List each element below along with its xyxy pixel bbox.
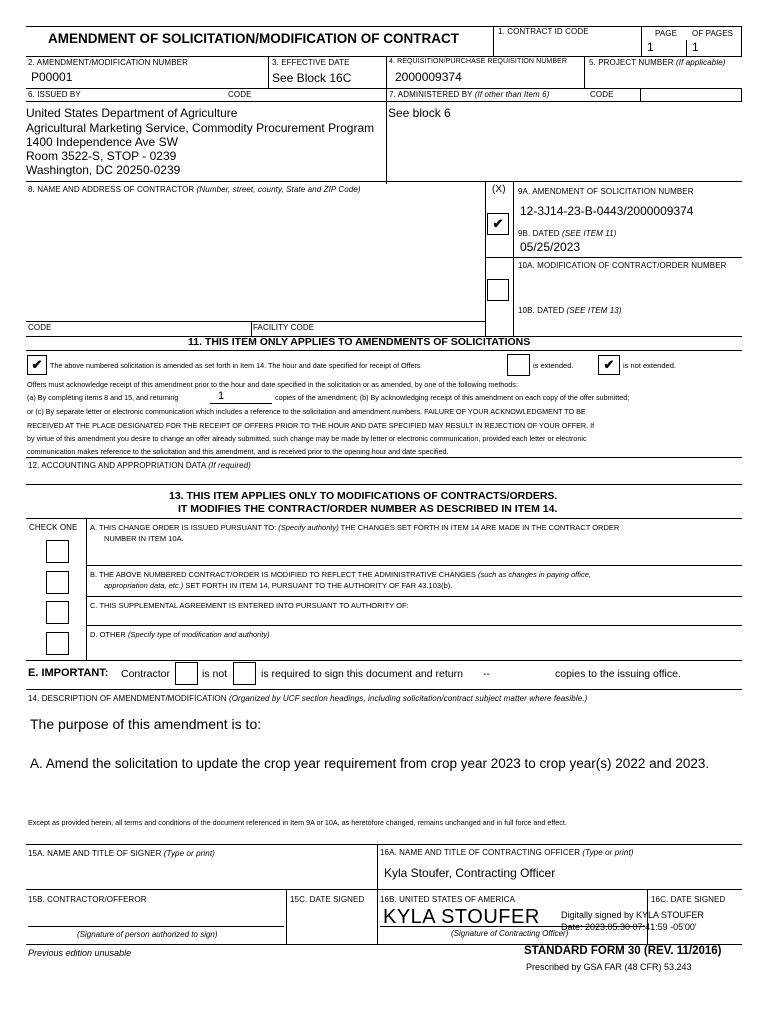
sec13-d-checkbox[interactable]	[46, 632, 69, 655]
is-required-checkbox[interactable]	[233, 662, 256, 685]
amendment-9a-checkbox[interactable]: ✔	[487, 213, 509, 235]
issued-by-line-2: Agricultural Marketing Service, Commodity Procurement Program	[26, 121, 375, 135]
not-extended-checkbox[interactable]: ✔	[598, 355, 620, 375]
signature-officer-caption: (Signature of Contracting Officer)	[451, 929, 569, 938]
sec13-b-text-1: B. THE ABOVE NUMBERED CONTRACT/ORDER IS MODIFIED TO REFLECT THE ADMINISTRATIVE CHANGES (such as changes in paying office,	[90, 570, 591, 579]
section-13-heading-1: 13. THIS ITEM APPLIES ONLY TO MODIFICATIONS OF CONTRACTS/ORDERS.	[169, 490, 558, 502]
sec13-b-checkbox[interactable]	[46, 571, 69, 594]
page-label: PAGE	[655, 29, 678, 38]
issued-by-label: 6. ISSUED BY	[28, 90, 81, 99]
form-title: AMENDMENT OF SOLICITATION/MODIFICATION OF CONTRACT	[48, 31, 459, 46]
amendment-item-a: A. Amend the solicitation to update the crop year requirement from crop year 2023 to crop year(s) 2022 and 2023.	[30, 756, 710, 771]
sec11-line-2: Offers must acknowledge receipt of this amendment prior to the hour and date specified in the solicitation or as amended, by one of the following methods:	[27, 380, 518, 389]
signer-name-label: 15A. NAME AND TITLE OF SIGNER (Type or print)	[28, 849, 215, 858]
issued-by-line-1: United States Department of Agriculture	[26, 106, 238, 120]
not-extended-label: is not extended.	[623, 361, 676, 370]
issued-by-line-3: 1400 Independence Ave SW	[26, 135, 178, 149]
contractor-date-label: 15C. DATE SIGNED	[290, 895, 365, 904]
dated-10b-label: 10B. DATED (SEE ITEM 13)	[518, 306, 622, 315]
extended-checkbox[interactable]	[507, 354, 530, 376]
project-number-label: 5. PROJECT NUMBER (If applicable)	[589, 58, 726, 67]
is-required-label: is required to sign this document and return	[261, 668, 463, 680]
sec11-line-5: RECEIVED AT THE PLACE DESIGNATED FOR THE RECEIPT OF OFFERS PRIOR TO THE HOUR AND DATE SPECIFIED MAY RESULT IN REJECTION OF YOUR OFFER. If	[27, 421, 595, 430]
sec13-c-checkbox[interactable]	[46, 601, 69, 624]
digital-signature-line-2: Date: 2023.05.30 07:41:59 -05'00'	[561, 922, 697, 932]
section-14-label: 14. DESCRIPTION OF AMENDMENT/MODIFICATION (Organized by UCF section headings, including solicitation/contract subject matter where feasible.)	[28, 694, 588, 703]
standard-form-label: STANDARD FORM 30 (REV. 11/2016)	[524, 945, 722, 957]
signature-person-caption: (Signature of person authorized to sign)	[77, 930, 218, 939]
digital-signature-name: KYLA STOUFER	[383, 906, 540, 928]
modification-10a-checkbox[interactable]	[487, 279, 509, 301]
previous-edition-note: Previous edition unusable	[28, 948, 132, 958]
amendment-purpose: The purpose of this amendment is to:	[30, 716, 262, 732]
contractor-label: Contractor	[121, 668, 171, 680]
administered-by-value: See block 6	[388, 106, 451, 120]
effective-date-value: See Block 16C	[272, 71, 352, 85]
copies-label: copies to the issuing office.	[555, 668, 681, 680]
usa-label: 16B. UNITED STATES OF AMERICA	[380, 895, 516, 904]
sec13-b-text-2: appropriation data, etc.) SET FORTH IN ITEM 14, PURSUANT TO THE AUTHORITY OF FAR 43.103(b).	[104, 581, 453, 590]
copies-value: 1	[218, 390, 225, 402]
requisition-label: 4. REQUISITION/PURCHASE REQUISITION NUMBER	[389, 58, 568, 65]
facility-code-label: FACILITY CODE	[253, 323, 315, 332]
sec11-line-6: by virtue of this amendment you desire to change an offer already submitted, such change may be made by letter or electronic communication, provided each letter or electronic	[27, 434, 587, 443]
section-12-label: 12. ACCOUNTING AND APPROPRIATION DATA (If required)	[28, 461, 251, 470]
code-label: CODE	[28, 323, 52, 332]
requisition-value: 2000009374	[395, 70, 462, 84]
is-not-checkbox[interactable]	[175, 662, 198, 685]
sec11-line-4: or (c) By separate letter or electronic communication which includes a reference to the solicitation and amendment numbers. FAILURE OF YOUR ACKNOWLEDGMENT TO BE	[27, 407, 586, 416]
effective-date-label: 3. EFFECTIVE DATE	[272, 58, 350, 67]
of-pages-value: 1	[692, 40, 699, 54]
contract-id-label: 1. CONTRACT ID CODE	[498, 27, 589, 36]
page-value: 1	[647, 40, 654, 54]
dated-9b-value: 05/25/2023	[520, 240, 581, 254]
copies-count: --	[483, 668, 490, 680]
check-one-label: CHECK ONE	[29, 523, 78, 532]
sec13-a-checkbox[interactable]	[46, 540, 69, 563]
officer-name-label: 16A. NAME AND TITLE OF CONTRACTING OFFICER (Type or print)	[380, 848, 634, 857]
sec11-line-7: communication makes reference to the solicitation and this amendment, and is received prior to the opening hour and date specified.	[27, 447, 449, 456]
sec13-d-text: D. OTHER (Specify type of modification and authority)	[90, 630, 270, 639]
issued-by-line-5: Washington, DC 20250-0239	[26, 163, 181, 177]
important-label: E. IMPORTANT:	[28, 667, 109, 679]
sec13-a-text-1: A. THIS CHANGE ORDER IS ISSUED PURSUANT TO: (Specify authority) THE CHANGES SET FORTH IN ITEM 14 ARE MADE IN THE CONTRACT ORDER	[90, 523, 620, 532]
amendment-9a-value: 12-3J14-23-B-0443/2000009374	[520, 204, 694, 218]
digital-signature-line-1: Digitally signed by KYLA STOUFER	[561, 910, 704, 920]
x-column-label: (X)	[492, 184, 506, 195]
officer-name-value: Kyla Stoufer, Contracting Officer	[384, 866, 556, 880]
of-pages-label: OF PAGES	[692, 29, 734, 38]
sec13-c-text: C. THIS SUPPLEMENTAL AGREEMENT IS ENTERED INTO PURSUANT TO AUTHORITY OF:	[90, 601, 409, 610]
sec11-line-3a: (a) By completing items 8 and 15, and returning	[27, 393, 179, 402]
amendment-9a-label: 9A. AMENDMENT OF SOLICITATION NUMBER	[518, 187, 694, 196]
issued-by-line-4: Room 3522-S, STOP - 0239	[26, 149, 177, 163]
sec11-line-3b: copies of the amendment; (b) By acknowledging receipt of this amendment on each copy of the offer submitted;	[275, 393, 630, 402]
administered-by-label: 7. ADMINISTERED BY (If other than Item 6)	[389, 90, 550, 99]
contractor-offeror-label: 15B. CONTRACTOR/OFFEROR	[28, 895, 147, 904]
admin-code-label: CODE	[590, 90, 614, 99]
issued-code-label: CODE	[228, 90, 252, 99]
dated-9b-label: 9B. DATED (SEE ITEM 11)	[518, 229, 617, 238]
amendment-number-value: P00001	[31, 70, 73, 84]
amendment-number-label: 2. AMENDMENT/MODIFICATION NUMBER	[28, 58, 188, 67]
except-statement: Except as provided herein, all terms and conditions of the document referenced in Item 9A or 10A, as heretofore changed, remains unchanged and in full force and effect.	[28, 818, 567, 827]
section-13-heading-2: IT MODIFIES THE CONTRACT/ORDER NUMBER AS DESCRIBED IN ITEM 14.	[178, 503, 558, 515]
sec11-line-1: The above numbered solicitation is amended as set forth in Item 14. The hour and date specified for receipt of Offers	[50, 361, 421, 370]
contractor-label: 8. NAME AND ADDRESS OF CONTRACTOR (Number, street, county, State and ZIP Code)	[28, 185, 361, 194]
sec13-a-text-2: NUMBER IN ITEM 10A.	[104, 534, 184, 543]
officer-date-label: 16C. DATE SIGNED	[651, 895, 726, 904]
section-11-heading: 11. THIS ITEM ONLY APPLIES TO AMENDMENTS OF SOLICITATIONS	[188, 336, 531, 348]
extended-label: is extended.	[533, 361, 574, 370]
modification-10a-label: 10A. MODIFICATION OF CONTRACT/ORDER NUMBER	[518, 261, 727, 270]
prescribed-by-label: Prescribed by GSA FAR (48 CFR) 53.243	[526, 962, 692, 972]
is-not-label: is not	[202, 668, 228, 680]
sec11-amended-checkbox[interactable]: ✔	[27, 355, 47, 375]
